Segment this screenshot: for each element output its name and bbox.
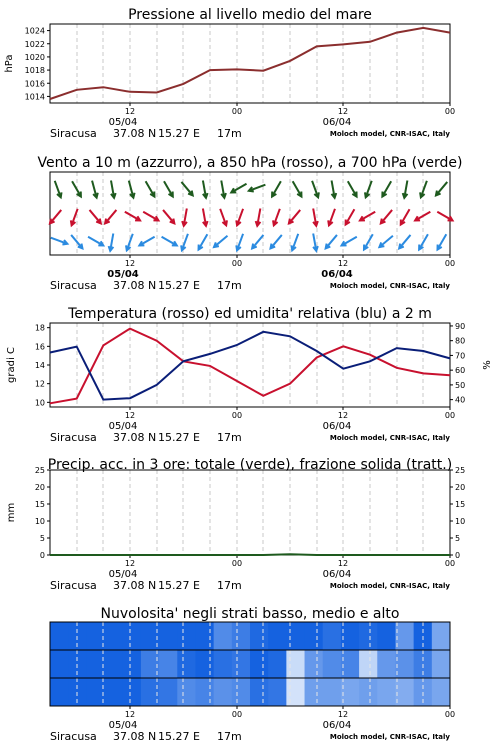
panel-5 [50,606,451,707]
x-tick-label: 12 [337,559,349,568]
wind-arrow-10-m [271,235,282,248]
wind-arrow-10-m [162,237,177,246]
wind-arrow-10-m [88,237,103,246]
date-label: 05/04 [108,569,138,580]
cloud-cell-medio [195,650,214,679]
wind-arrow-10-m [399,235,410,248]
x-tick-label: 00 [231,559,243,568]
cloud-cell-medio [68,650,87,679]
y-tick-label: 40 [455,395,466,405]
y-tick-label: 15 [455,500,466,509]
y-tick-label: 60 [455,366,466,376]
date-label: 05/04 [107,269,139,280]
y-tick-label: 1022 [24,39,45,49]
lat-label: 37.08 N [113,279,157,292]
location-label: Siracusa [50,730,97,743]
wind-arrow-700-hpa [111,181,116,198]
elev-label: 17m [217,730,242,743]
lon-label: 15.27 E [158,579,200,592]
date-label: 05/04 [108,720,138,731]
x-tick-label: 12 [337,259,349,268]
lat-label: 37.08 N [113,431,157,444]
y-tick-label: 18 [34,323,45,333]
cloud-cell-basso [341,678,360,707]
y-tick-label: 15 [34,500,45,509]
plot-frame [50,470,450,555]
chart-title: Pressione al livello medio del mare [128,7,372,23]
wind-arrow-850-hpa [143,212,158,221]
wind-arrow-10-m [438,234,447,249]
panel-1 [4,7,455,140]
cloud-cell-basso [123,678,142,707]
cloud-cell-basso [286,678,305,707]
elev-label: 17m [217,431,242,444]
location-label: Siracusa [50,127,97,140]
y-tick-label: 0 [455,551,461,560]
y-tick-label: 1020 [24,52,45,62]
cloud-cell-medio [250,650,269,679]
date-label: 06/04 [322,569,352,580]
cloud-cell-alto [341,622,360,651]
cloud-cell-basso [323,678,342,707]
panel-3 [6,306,493,444]
y-tick-label: 1016 [24,79,45,89]
x-tick-label: 00 [444,411,456,420]
cloud-cell-alto [177,622,196,651]
wind-arrow-850-hpa [163,210,174,223]
cloud-cell-basso [432,678,451,707]
cloud-cell-basso [268,678,287,707]
wind-arrow-10-m [252,235,263,248]
lat-label: 37.08 N [113,730,157,743]
cloud-cell-alto [159,622,178,651]
wind-arrow-850-hpa [203,209,208,226]
cloud-cell-basso [250,678,269,707]
cloud-cell-basso [232,678,251,707]
y-axis-label: hPa [4,54,15,73]
cloud-cell-basso [195,678,214,707]
wind-arrow-700-hpa [203,181,208,198]
wind-arrow-700-hpa [293,181,302,196]
lon-label: 15.27 E [158,730,200,743]
credit-label: Moloch model, CNR-ISAC, Italy [329,282,450,290]
x-tick-label: 12 [124,411,136,420]
chart-title: Nuvolosita' negli strati basso, medio e alto [100,606,400,622]
wind-arrow-700-hpa [146,181,155,196]
credit-label: Moloch model, CNR-ISAC, Italy [329,733,450,741]
y-tick-label: 80 [455,336,466,346]
x-tick-label: 12 [124,107,136,116]
y-axis-label: % [482,360,493,370]
credit-label: Moloch model, CNR-ISAC, Italy [329,582,450,590]
wind-arrow-700-hpa [348,181,357,196]
cloud-cell-basso [86,678,105,707]
cloud-cell-medio [232,650,251,679]
wind-arrow-700-hpa [272,181,281,196]
y-tick-label: 1018 [24,66,45,76]
cloud-cell-medio [50,650,69,679]
cloud-cell-medio [86,650,105,679]
wind-arrow-10-m [109,234,114,251]
wind-arrow-10-m [342,237,357,246]
x-tick-label: 00 [444,259,456,268]
lat-label: 37.08 N [113,579,157,592]
chart-title: Precip. acc. in 3 ore: totale (verde), frazione solida (tratt.) [47,457,453,473]
cloud-cell-medio [268,650,287,679]
wind-arrow-700-hpa [382,181,391,196]
lon-label: 15.27 E [158,127,200,140]
x-tick-label: 12 [337,411,349,420]
cloud-cell-medio [377,650,396,679]
cloud-cell-medio [123,650,142,679]
x-tick-label: 00 [231,107,243,116]
wind-arrow-10-m [139,237,154,246]
panel-2 [37,155,462,292]
cloud-cell-medio [305,650,324,679]
cloud-cell-basso [50,678,69,707]
wind-arrow-850-hpa [50,210,61,223]
wind-arrow-850-hpa [273,209,280,226]
wind-arrow-850-hpa [90,210,101,223]
cloud-cell-basso [68,678,87,707]
y-axis-label: gradi C [6,347,17,383]
y-tick-label: 0 [39,551,45,560]
date-label: 06/04 [322,117,352,128]
wind-arrow-10-m [291,234,298,251]
cloud-cell-alto [68,622,87,651]
wind-arrow-850-hpa [105,210,116,223]
lon-label: 15.27 E [158,431,200,444]
y-tick-label: 5 [455,534,461,543]
y-tick-label: 70 [455,351,466,361]
y-tick-label: 20 [34,483,45,492]
cloud-cell-medio [432,650,451,679]
cloud-cell-medio [159,650,178,679]
cloud-cell-alto [214,622,233,651]
wind-arrow-700-hpa [164,181,173,196]
wind-arrow-700-hpa [72,181,81,196]
x-tick-label: 00 [231,259,243,268]
elev-label: 17m [217,127,242,140]
wind-arrow-850-hpa [125,212,140,221]
x-tick-label: 00 [444,559,456,568]
wind-arrow-700-hpa [312,181,319,198]
cloud-cell-alto [195,622,214,651]
date-label: 05/04 [108,117,138,128]
wind-arrow-850-hpa [220,209,227,226]
chart-title: Temperatura (rosso) ed umidita' relativa (blu) a 2 m [68,306,432,322]
cloud-cell-medio [214,650,233,679]
location-label: Siracusa [50,579,97,592]
wind-arrow-10-m [214,236,227,247]
wind-arrow-850-hpa [401,209,410,224]
wind-arrow-700-hpa [420,181,427,198]
x-tick-label: 00 [444,710,456,719]
date-label: 06/04 [322,720,352,731]
x-tick-label: 12 [337,107,349,116]
wind-arrow-700-hpa [92,181,98,198]
lon-label: 15.27 E [158,279,200,292]
wind-arrow-700-hpa [231,184,246,193]
wind-arrow-700-hpa [55,181,62,198]
y-tick-label: 12 [34,379,45,389]
precipitation-series-line [50,554,450,555]
wind-arrow-10-m [419,234,428,249]
x-tick-label: 00 [444,107,456,116]
cloud-cell-basso [377,678,396,707]
cloud-cell-alto [123,622,142,651]
wind-arrow-850-hpa [360,212,375,221]
cloud-cell-alto [105,622,124,651]
cloud-cell-alto [250,622,269,651]
wind-arrow-700-hpa [221,181,226,198]
wind-arrow-700-hpa [332,181,337,198]
cloud-cell-basso [105,678,124,707]
chart-title: Vento a 10 m (azzurro), a 850 hPa (rosso), a 700 hPa (verde) [37,155,463,171]
cloud-cell-medio [286,650,305,679]
wind-arrow-850-hpa [415,212,430,221]
wind-arrow-10-m [326,235,337,248]
cloud-cell-medio [105,650,124,679]
cloud-cell-basso [305,678,324,707]
cloud-cell-basso [359,678,378,707]
pressure-series-line [50,28,450,99]
date-label: 06/04 [322,421,352,432]
cloud-cell-alto [286,622,305,651]
y-tick-label: 25 [455,466,466,475]
wind-arrow-850-hpa [346,209,355,224]
wind-arrow-10-m [199,234,208,249]
wind-arrow-700-hpa [436,182,447,195]
elev-label: 17m [217,579,242,592]
cloud-cell-medio [323,650,342,679]
x-tick-label: 00 [231,411,243,420]
cloud-cell-alto [86,622,105,651]
cloud-cell-basso [395,678,414,707]
wind-arrow-850-hpa [381,210,392,223]
y-tick-label: 14 [34,361,45,370]
cloud-cell-medio [359,650,378,679]
wind-arrow-10-m [181,234,188,251]
cloud-cell-basso [177,678,196,707]
wind-arrow-700-hpa [403,181,408,198]
credit-label: Moloch model, CNR-ISAC, Italy [329,130,450,138]
wind-arrow-10-m [51,238,68,245]
y-tick-label: 50 [455,380,466,390]
cloud-cell-alto [377,622,396,651]
elev-label: 17m [217,279,242,292]
cloud-cell-alto [432,622,451,651]
cloud-cell-alto [232,622,251,651]
wind-arrow-700-hpa [365,181,372,198]
cloud-cell-alto [323,622,342,651]
wind-arrow-850-hpa [256,209,261,226]
panel-4 [6,457,465,592]
cloud-cell-medio [395,650,414,679]
y-tick-label: 10 [34,398,45,408]
x-tick-label: 00 [231,710,243,719]
y-tick-label: 1024 [24,26,45,36]
wind-arrow-10-m [126,234,133,251]
x-tick-label: 12 [337,710,349,719]
wind-arrow-10-m [379,236,392,247]
cloud-cell-basso [159,678,178,707]
date-label: 05/04 [108,421,138,432]
x-tick-label: 12 [124,559,136,568]
y-tick-label: 20 [455,483,466,492]
cloud-cell-medio [177,650,196,679]
x-tick-label: 12 [124,710,136,719]
wind-arrow-10-m [364,234,373,249]
x-tick-label: 12 [124,259,136,268]
temperature-series-line [50,329,450,404]
cloud-cell-alto [359,622,378,651]
y-tick-label: 16 [34,342,45,352]
y-tick-label: 10 [34,517,45,526]
cloud-cell-alto [395,622,414,651]
y-tick-label: 90 [455,321,466,331]
cloud-cell-alto [268,622,287,651]
y-tick-label: 5 [39,534,45,543]
cloud-cell-alto [305,622,324,651]
location-label: Siracusa [50,279,97,292]
cloud-cell-medio [341,650,360,679]
wind-arrow-850-hpa [289,210,300,223]
wind-arrow-850-hpa [328,209,335,226]
cloud-cell-alto [50,622,69,651]
y-tick-label: 1014 [24,92,45,102]
y-axis-label: mm [6,502,17,523]
date-label: 06/04 [321,269,353,280]
credit-label: Moloch model, CNR-ISAC, Italy [329,434,450,442]
lat-label: 37.08 N [113,127,157,140]
location-label: Siracusa [50,431,97,444]
y-tick-label: 25 [34,466,45,475]
y-tick-label: 10 [455,517,466,526]
cloud-cell-basso [214,678,233,707]
